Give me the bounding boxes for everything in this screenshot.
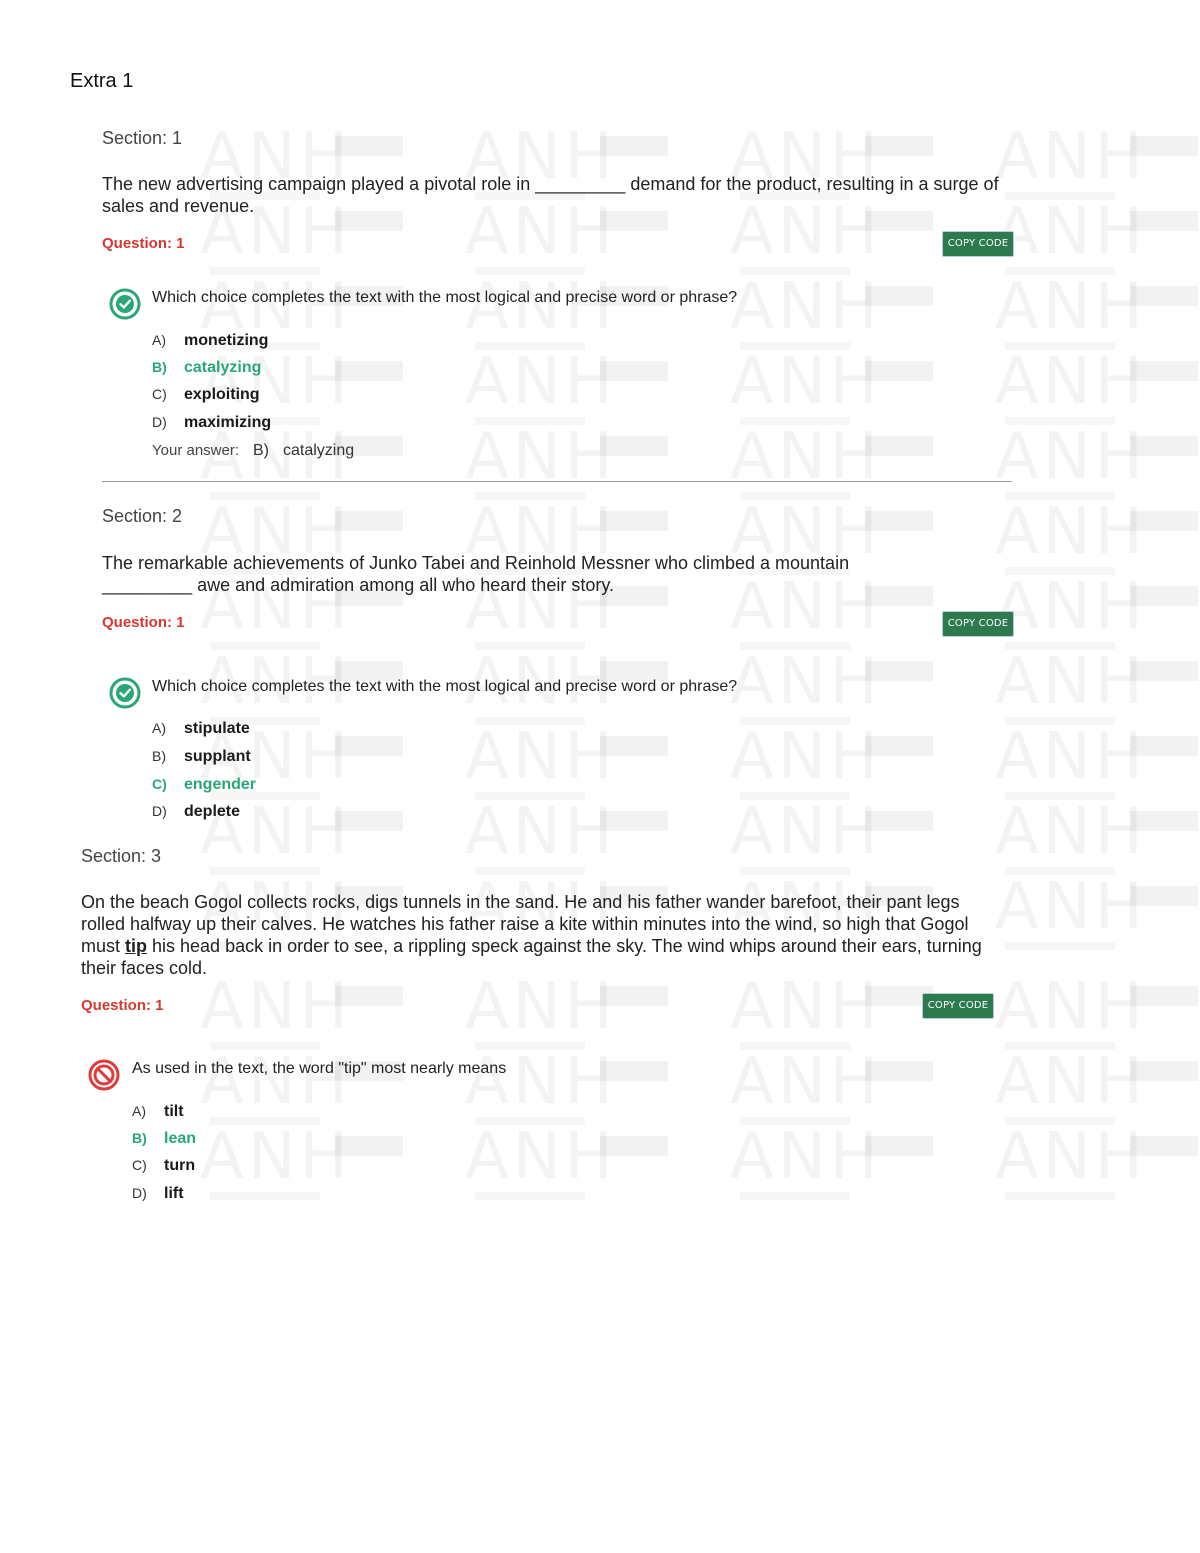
watermark-mark [995, 795, 1147, 869]
watermark-line [1005, 717, 1115, 725]
choice-letter: B) [152, 359, 167, 375]
watermark-box [600, 511, 668, 531]
section-1-question-label: Question: 1 [102, 235, 185, 252]
choice-text: supplant [184, 748, 251, 765]
watermark-mark [995, 720, 1147, 794]
watermark-box [1130, 1061, 1198, 1081]
watermark-line [1005, 642, 1115, 650]
watermark-box [1130, 661, 1198, 681]
section-1-heading: Section: 1 [102, 128, 183, 148]
watermark-line [740, 492, 850, 500]
section-3-question-prompt: As used in the text, the word "tip" most nearly means [132, 1060, 507, 1077]
watermark-line [1005, 342, 1115, 350]
watermark-line [740, 792, 850, 800]
watermark-box [1130, 286, 1198, 306]
watermark-box [600, 811, 668, 831]
watermark-line [210, 267, 320, 275]
choice-text: lean [164, 1130, 197, 1147]
section-2-choice-a[interactable] [152, 720, 250, 742]
watermark-line [1005, 417, 1115, 425]
watermark-box [1130, 361, 1198, 381]
watermark-mark [465, 345, 617, 419]
your-answer-letter: B) [253, 442, 269, 459]
watermark-line [1005, 192, 1115, 200]
watermark-mark [730, 720, 882, 794]
watermark-line [475, 342, 585, 350]
watermark-mark [200, 970, 352, 1044]
choice-text: deplete [184, 803, 241, 820]
watermark-mark [730, 645, 882, 719]
section-2-question-prompt: Which choice completes the text with the most logical and precise word or phrase? [152, 678, 738, 695]
choice-letter: D) [152, 803, 167, 819]
choice-letter: C) [132, 1157, 147, 1173]
watermark-line [1005, 1117, 1115, 1125]
watermark-mark [995, 570, 1147, 644]
section-2-heading: Section: 2 [102, 506, 183, 526]
watermark-mark [995, 870, 1147, 944]
watermark-box [1130, 511, 1198, 531]
watermark-line [475, 792, 585, 800]
watermark-line [210, 867, 320, 875]
section-2-choice-d[interactable] [152, 803, 240, 825]
watermark-box [335, 361, 403, 381]
watermark-mark [995, 345, 1147, 419]
watermark-line [740, 867, 850, 875]
watermark-line [740, 1117, 850, 1125]
watermark-box [865, 1061, 933, 1081]
section-1-choice-c[interactable] [152, 386, 260, 408]
watermark-box [865, 1136, 933, 1156]
watermark-line [475, 267, 585, 275]
watermark-line [475, 717, 585, 725]
watermark-box [865, 136, 933, 156]
watermark-line [1005, 267, 1115, 275]
document-title: Extra 1 [70, 70, 134, 92]
watermark-mark [995, 120, 1147, 194]
check-circle-icon [109, 677, 141, 709]
watermark-mark [995, 645, 1147, 719]
your-answer-label: Your answer: [152, 442, 239, 459]
section-2-copy-code-button[interactable]: COPY CODE [942, 611, 1014, 637]
watermark-line [210, 1042, 320, 1050]
watermark-mark [995, 420, 1147, 494]
choice-letter: A) [152, 720, 166, 736]
watermark-box [1130, 811, 1198, 831]
section-3-choice-c[interactable] [132, 1157, 195, 1179]
choice-letter: D) [132, 1185, 147, 1201]
watermark-line [1005, 792, 1115, 800]
section-3-choice-d[interactable] [132, 1185, 184, 1207]
watermark-line [210, 492, 320, 500]
watermark-line [1005, 567, 1115, 575]
section-2-choice-b[interactable] [152, 748, 251, 770]
section-2-choice-c[interactable] [152, 776, 256, 798]
watermark-box [335, 736, 403, 756]
choice-letter: C) [152, 776, 167, 792]
section-3-copy-code-button[interactable]: COPY CODE [922, 993, 994, 1019]
incorrect-circle-icon [88, 1059, 120, 1091]
watermark-mark [465, 1045, 617, 1119]
watermark-mark [995, 1045, 1147, 1119]
watermark-mark [995, 195, 1147, 269]
watermark-mark [995, 495, 1147, 569]
watermark-line [740, 1042, 850, 1050]
watermark-mark [730, 1045, 882, 1119]
section-1-your-answer [152, 442, 354, 460]
watermark-mark [995, 970, 1147, 1044]
choice-text: tilt [164, 1103, 184, 1120]
watermark-box [1130, 211, 1198, 231]
choice-letter: B) [132, 1130, 147, 1146]
watermark-box [865, 661, 933, 681]
watermark-box [335, 511, 403, 531]
choice-text: monetizing [184, 332, 269, 349]
watermark-line [210, 642, 320, 650]
watermark-line [740, 1192, 850, 1200]
section-1-passage: The new advertising campaign played a pivotal role in _________ demand for the product, resulting in a surge of sales and revenue. [102, 174, 999, 216]
watermark-mark [200, 1045, 352, 1119]
choice-text: lift [164, 1185, 184, 1202]
section-1-choice-d[interactable] [152, 414, 271, 436]
choice-letter: A) [152, 332, 166, 348]
section-3-choice-b[interactable] [132, 1130, 196, 1152]
watermark-mark [730, 1120, 882, 1194]
watermark-box [865, 361, 933, 381]
choice-letter: A) [132, 1103, 146, 1119]
section-2-passage: The remarkable achievements of Junko Tabei and Reinhold Messner who climbed a mountain _________ awe and admiration among all who heard their story. [102, 553, 850, 595]
watermark-line [740, 267, 850, 275]
choice-text: maximizing [184, 414, 272, 431]
choice-text: engender [184, 776, 257, 793]
watermark-mark [730, 270, 882, 344]
watermark-box [335, 811, 403, 831]
watermark-box [1130, 886, 1198, 906]
watermark-box [1130, 986, 1198, 1006]
watermark-mark [200, 1120, 352, 1194]
watermark-box [865, 436, 933, 456]
watermark-mark [995, 1120, 1147, 1194]
watermark-mark [465, 420, 617, 494]
watermark-box [600, 1061, 668, 1081]
watermark-line [210, 1117, 320, 1125]
watermark-mark [995, 270, 1147, 344]
watermark-box [1130, 1136, 1198, 1156]
watermark-box [600, 986, 668, 1006]
your-answer-text: catalyzing [283, 442, 355, 459]
watermark-line [1005, 942, 1115, 950]
passage-target-word: tip [125, 936, 148, 956]
section-divider [102, 481, 1012, 482]
watermark-mark [730, 345, 882, 419]
watermark-line [475, 1117, 585, 1125]
watermark-box [865, 811, 933, 831]
watermark-line [740, 642, 850, 650]
watermark-mark [730, 795, 882, 869]
watermark-box [1130, 436, 1198, 456]
watermark-box [600, 361, 668, 381]
section-3-question-label: Question: 1 [81, 997, 164, 1014]
watermark-box [335, 136, 403, 156]
choice-letter: D) [152, 414, 167, 430]
watermark-line [740, 342, 850, 350]
passage-text-after: his head back in order to see, a rippling speck against the sky. The wind whips around their ears, turning their faces cold. [81, 936, 982, 978]
watermark-box [335, 986, 403, 1006]
watermark-mark [465, 795, 617, 869]
watermark-box [1130, 736, 1198, 756]
watermark-box [600, 1136, 668, 1156]
watermark-box [600, 436, 668, 456]
choice-text: stipulate [184, 720, 250, 737]
choice-letter: C) [152, 386, 167, 402]
watermark-line [1005, 1192, 1115, 1200]
choice-letter: B) [152, 748, 166, 764]
watermark-mark [730, 970, 882, 1044]
watermark-mark [465, 270, 617, 344]
section-1-choice-a[interactable] [152, 332, 268, 354]
watermark-mark [730, 420, 882, 494]
watermark-box [600, 136, 668, 156]
check-circle-icon [109, 288, 141, 320]
choice-text: exploiting [184, 386, 260, 403]
section-1-copy-code-button[interactable]: COPY CODE [942, 231, 1014, 257]
watermark-mark [465, 1120, 617, 1194]
watermark-mark [465, 720, 617, 794]
watermark-line [740, 417, 850, 425]
watermark-box [1130, 586, 1198, 606]
section-3-choice-a[interactable] [132, 1103, 184, 1125]
watermark-box [865, 736, 933, 756]
watermark-line [210, 1192, 320, 1200]
section-2-question-label: Question: 1 [102, 614, 185, 631]
watermark-line [475, 417, 585, 425]
watermark-box [865, 511, 933, 531]
watermark-box [600, 736, 668, 756]
watermark-line [475, 867, 585, 875]
watermark-line [475, 492, 585, 500]
watermark-line [1005, 1042, 1115, 1050]
choice-text: turn [164, 1157, 196, 1174]
watermark-box [335, 1136, 403, 1156]
watermark-line [1005, 492, 1115, 500]
watermark-line [740, 717, 850, 725]
section-1-choice-b[interactable] [152, 359, 261, 381]
section-1-question-prompt: Which choice completes the text with the most logical and precise word or phrase? [152, 289, 738, 306]
watermark-line [1005, 867, 1115, 875]
section-3-passage [81, 891, 996, 979]
watermark-mark [465, 970, 617, 1044]
section-3-heading: Section: 3 [81, 846, 162, 866]
watermark-line [475, 1042, 585, 1050]
watermark-line [475, 1192, 585, 1200]
watermark-line [475, 642, 585, 650]
watermark-box [1130, 136, 1198, 156]
watermark-box [865, 286, 933, 306]
choice-text: catalyzing [184, 359, 262, 376]
passage-text-before: On the beach Gogol collects rocks, digs tunnels in the sand. He and his father wander barefoot, their pant legs rolled halfway up their calves. He watches his father raise a kite within minutes into the wind, so high that Gogol must [81, 892, 969, 956]
